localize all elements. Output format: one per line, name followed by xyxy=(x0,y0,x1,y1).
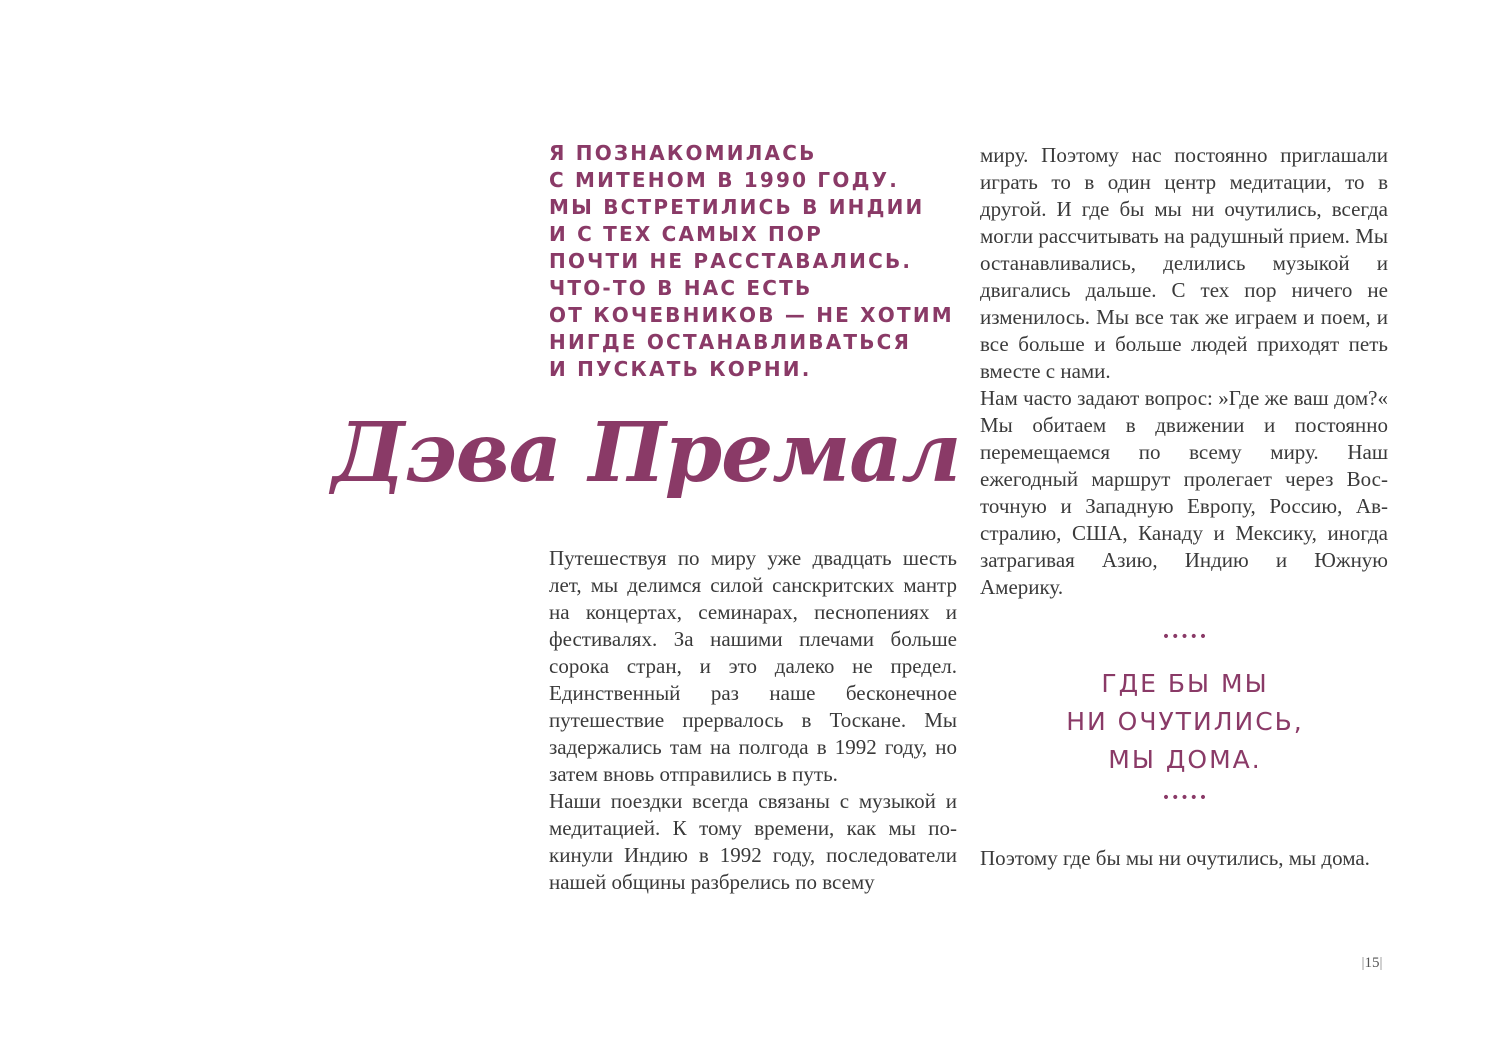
intro-line: И С ТЕХ САМЫХ ПОР xyxy=(549,222,823,246)
quote-line: ГДЕ БЫ МЫ xyxy=(1101,669,1269,698)
intro-line: ОТ КОЧЕВНИКОВ — НЕ ХОТИМ xyxy=(549,303,954,327)
body-column-left xyxy=(549,545,957,896)
page-number-value: 15 xyxy=(1364,955,1380,971)
intro-pullquote xyxy=(549,140,959,383)
page-number-divider: | xyxy=(1379,955,1383,971)
body-paragraph: миру. Поэтому нас постоянно приглашали играть то в один центр медитации, то в другой. И где бы мы ни очутились, всегда могли рассчитывать на радушный прием. Мы останавливались, делились музыкой и двигались дальше. С тех пор ничего не изменилось. Мы все так же играем и поем, и все больше и больше людей приходят петь вместе с нами. xyxy=(980,143,1388,383)
body-column-right-bottom xyxy=(980,845,1388,872)
intro-line: НИГДЕ ОСТАНАВЛИВАТЬСЯ xyxy=(549,330,912,354)
body-paragraph: Путешествуя по миру уже двадцать шесть лет, мы делимся силой санскритских мантр на концертах, семинарах, песнопениях и фестивалях. За нашими плечами больше сорока стран, и это далеко не предел. Единственный раз наше бесконечное путешествие прервалось в Тоскане. Мы задержались там на полгода в 1992 году, но затем вновь отправились в путь. xyxy=(549,546,957,786)
intro-line: Я ПОЗНАКОМИЛАСЬ xyxy=(549,141,817,165)
page-number xyxy=(1352,954,1392,972)
quote-line: НИ ОЧУТИЛИСЬ, xyxy=(1066,707,1304,736)
body-paragraph: Наши поездки всегда связаны с музыкой и медитацией. К тому времени, как мы покинули Индию в 1992 году, последователи нашей общины разбрелись по всему xyxy=(549,789,957,894)
body-paragraph: Поэтому где бы мы ни очутились, мы дома. xyxy=(980,846,1370,870)
body-paragraph: Нам часто задают вопрос: »Где же ваш дом?« Мы обитаем в движении и постоянно перемещаемся по всему миру. Наш ежегодный маршрут пролегает через Восточную и Западную Европу, Россию, Австралию, США, Канаду и Мексику, иногда затрагивая Азию, Индию и Южную Америку. xyxy=(980,386,1388,599)
author-name-title: Дэва Премал xyxy=(332,405,961,501)
intro-line: И ПУСКАТЬ КОРНИ. xyxy=(549,357,812,381)
ornament-dots-bottom: ••••• xyxy=(1161,790,1209,806)
intro-line: ПОЧТИ НЕ РАССТАВАЛИСЬ. xyxy=(549,249,913,273)
quote-line: МЫ ДОМА. xyxy=(1108,745,1262,774)
body-column-right xyxy=(980,142,1388,601)
intro-line: МЫ ВСТРЕТИЛИСЬ В ИНДИИ xyxy=(549,195,925,219)
highlight-quote xyxy=(1030,665,1340,779)
page-number-divider: | xyxy=(1361,955,1365,971)
intro-line: ЧТО-ТО В НАС ЕСТЬ xyxy=(549,276,813,300)
ornament-dots-top: ••••• xyxy=(1161,629,1209,645)
intro-line: С МИТЕНОМ В 1990 ГОДУ. xyxy=(549,168,900,192)
